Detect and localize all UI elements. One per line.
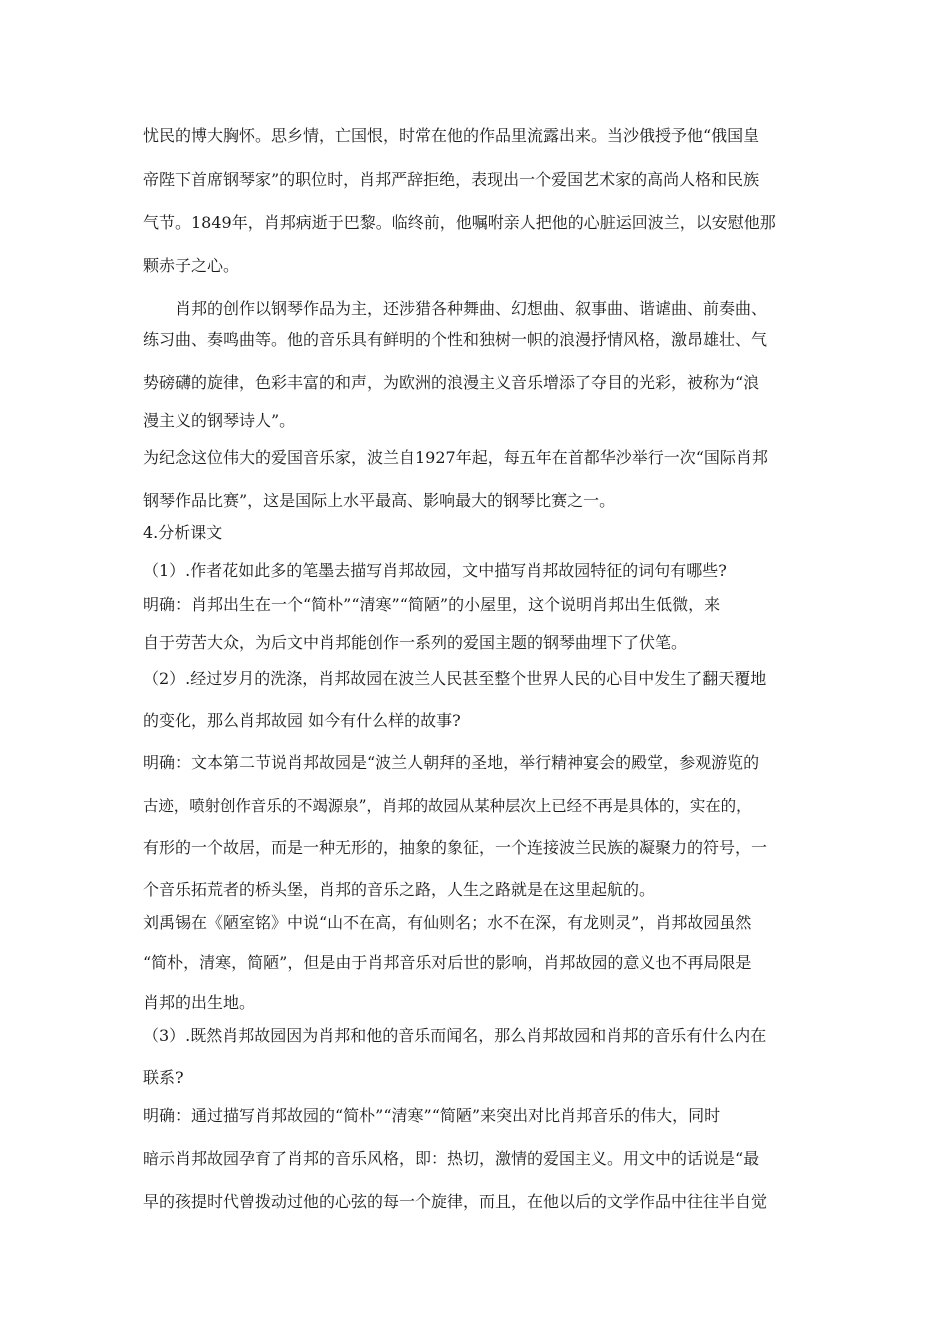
answer-line: 个音乐拓荒者的桥头堡，肖邦的音乐之路，人生之路就是在这里起航的。 [143, 880, 656, 899]
text-line: 肖邦的创作以钢琴作品为主，还涉猎各种舞曲、幻想曲、叙事曲、谐谑曲、前奏曲、 [175, 299, 768, 318]
answer-line: 早的孩提时代曾拨动过他的心弦的每一个旋律，而且，在他以后的文学作品中往往半自觉 [143, 1192, 768, 1211]
answer-line: 暗示肖邦故园孕育了肖邦的音乐风格，即：热切，激情的爱国主义。用文中的话说是“最 [143, 1149, 760, 1168]
text-line: 忧民的博大胸怀。思乡情，亡国恨，时常在他的作品里流露出来。当沙俄授予他“俄国皇 [143, 126, 760, 145]
text-line: 漫主义的钢琴诗人”。 [143, 411, 296, 430]
question-line: （2）.经过岁月的洗涤，肖邦故园在波兰人民甚至整个世界人民的心目中发生了翻天覆地 [143, 669, 767, 688]
question-line: （3）.既然肖邦故园因为肖邦和他的音乐而闻名，那么肖邦故园和肖邦的音乐有什么内在 [143, 1026, 767, 1045]
answer-line: 自于劳苦大众，为后文中肖邦能创作一系列的爱国主题的钢琴曲埋下了伏笔。 [143, 633, 688, 652]
question-line: （1）.作者花如此多的笔墨去描写肖邦故园，文中描写肖邦故园特征的词句有哪些? [143, 561, 727, 580]
text-line: 帝陛下首席钢琴家”的职位时，肖邦严辞拒绝，表现出一个爱国艺术家的高尚人格和民族 [143, 170, 760, 189]
text-line: 钢琴作品比赛”，这是国际上水平最高、影响最大的钢琴比赛之一。 [143, 491, 616, 510]
answer-line: 明确：肖邦出生在一个“简朴”“清寒”“简陋”的小屋里，这个说明肖邦出生低微，来 [143, 595, 721, 614]
text-line: 势磅礴的旋律，色彩丰富的和声，为欧洲的浪漫主义音乐增添了夺目的光彩，被称为“浪 [143, 373, 760, 392]
answer-line: 明确：文本第二节说肖邦故园是“波兰人朝拜的圣地，举行精神宴会的殿堂，参观游览的 [143, 753, 760, 772]
answer-line: 刘禹锡在《陋室铭》中说“山不在高，有仙则名；水不在深，有龙则灵”，肖邦故园虽然 [143, 913, 752, 932]
answer-line: 有形的一个故居，而是一种无形的，抽象的象征，一个连接波兰民族的凝聚力的符号，一 [143, 838, 768, 857]
answer-line: “简朴，清寒，简陋”，但是由于肖邦音乐对后世的影响，肖邦故园的意义也不再局限是 [143, 953, 752, 972]
answer-line: 明确：通过描写肖邦故园的“简朴”“清寒”“简陋”来突出对比肖邦音乐的伟大，同时 [143, 1106, 721, 1125]
text-line: 练习曲、奏鸣曲等。他的音乐具有鲜明的个性和独树一帜的浪漫抒情风格，激昂雄壮、气 [143, 330, 768, 349]
section-heading: 4.分析课文 [143, 523, 223, 542]
question-line: 联系? [143, 1068, 184, 1087]
text-line: 为纪念这位伟大的爱国音乐家，波兰自1927年起，每五年在首都华沙举行一次“国际肖邦 [143, 448, 768, 467]
text-line: 气节。1849年，肖邦病逝于巴黎。临终前，他嘱咐亲人把他的心脏运回波兰，以安慰他那 [143, 213, 776, 232]
question-line: 的变化，那么肖邦故园 如今有什么样的故事? [143, 711, 461, 730]
answer-line: 肖邦的出生地。 [143, 993, 256, 1012]
answer-line: 古迹，喷射创作音乐的不竭源泉”，肖邦的故园从某种层次上已经不再是具体的，实在的， [143, 797, 752, 815]
text-line: 颗赤子之心。 [143, 256, 240, 275]
